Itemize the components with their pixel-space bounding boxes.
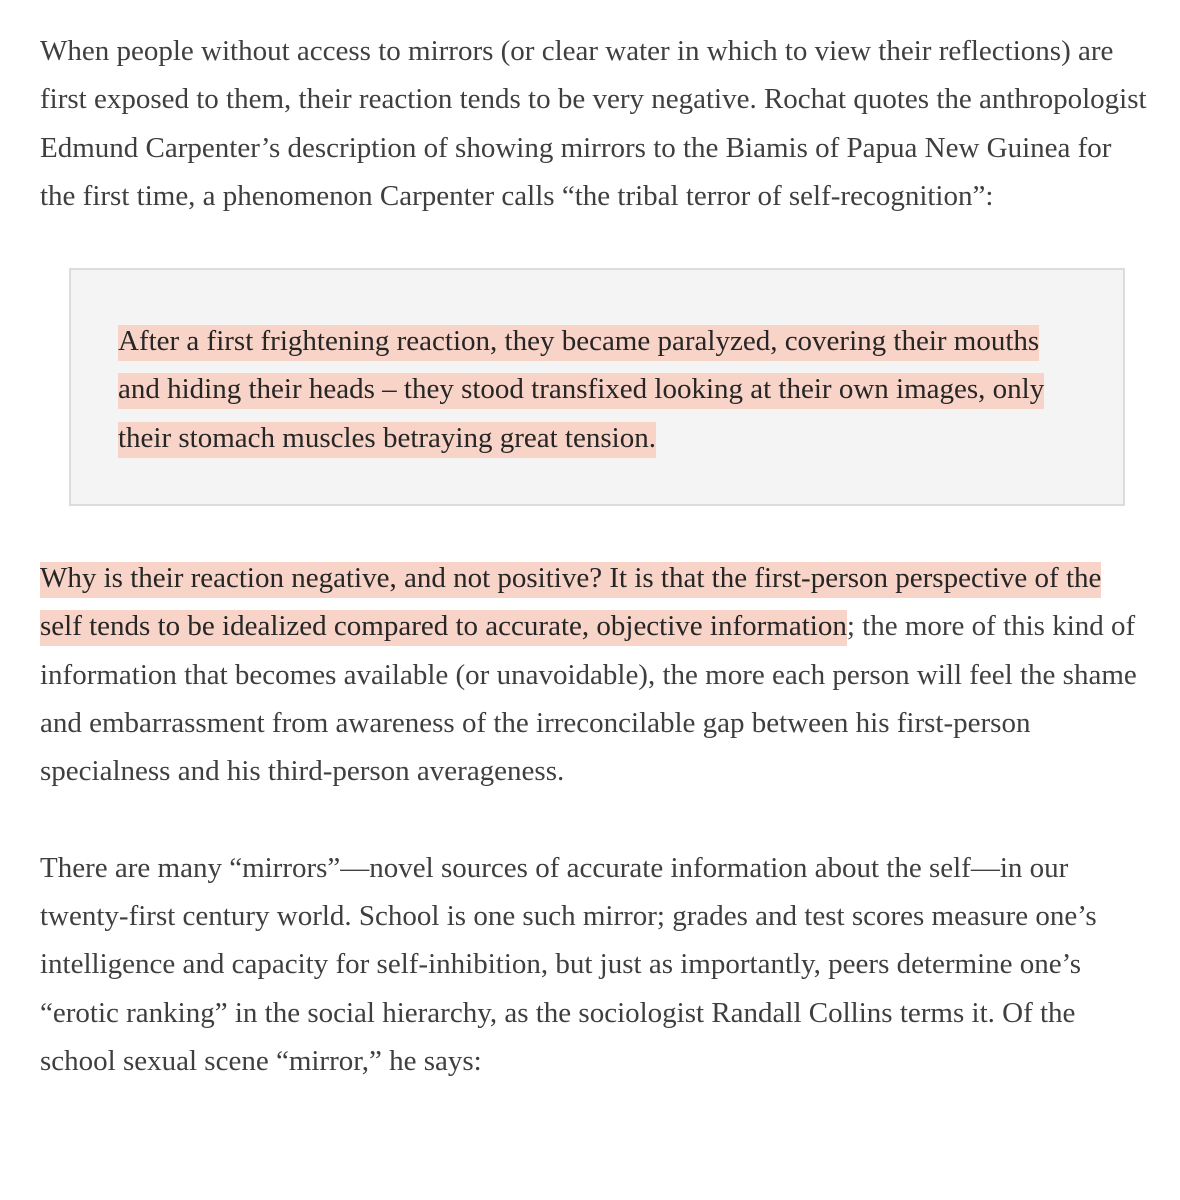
paragraph-intro: When people without access to mirrors (or clear water in which to view their reflections) are first exposed to them, their reaction tends to be very negative. Rochat quotes the anthropologist Edmund Carpenter’s description of showing mirrors to the Biamis of Papua New Guinea for the first time, a phenomenon Carpenter calls “the tribal terror of self-recognition”:	[40, 35, 1147, 212]
paragraph-reaction	[40, 554, 1150, 795]
block-quote	[69, 268, 1125, 506]
highlighted-quote-text: After a first frightening reaction, they became paralyzed, covering their mouths and hiding their heads – they stood transfixed looking at their own images, only their stomach muscles betraying great tension.	[118, 325, 1044, 458]
highlighted-text: Why is their reaction negative, and not positive? It is that the first-person perspective of the self tends to be idealized compared to accurate, objective information	[40, 562, 1101, 646]
paragraph-mirrors: There are many “mirrors”—novel sources of accurate information about the self—in our twenty-first century world. School is one such mirror; grades and test scores measure one’s intelligence and capacity for self-inhibition, but just as importantly, peers determine one’s “erotic ranking” in the social hierarchy, as the sociologist Randall Collins terms it. Of the school sexual scene “mirror,” he says:	[40, 851, 1097, 1077]
article-body	[40, 27, 1150, 1085]
paragraph-reaction-rest: ; the more of this kind of information that becomes available (or unavoidable), the more each person will feel the shame and embarrassment from awareness of the irreconcilable gap between his first-person specialness and his third-person averageness.	[40, 610, 1137, 788]
